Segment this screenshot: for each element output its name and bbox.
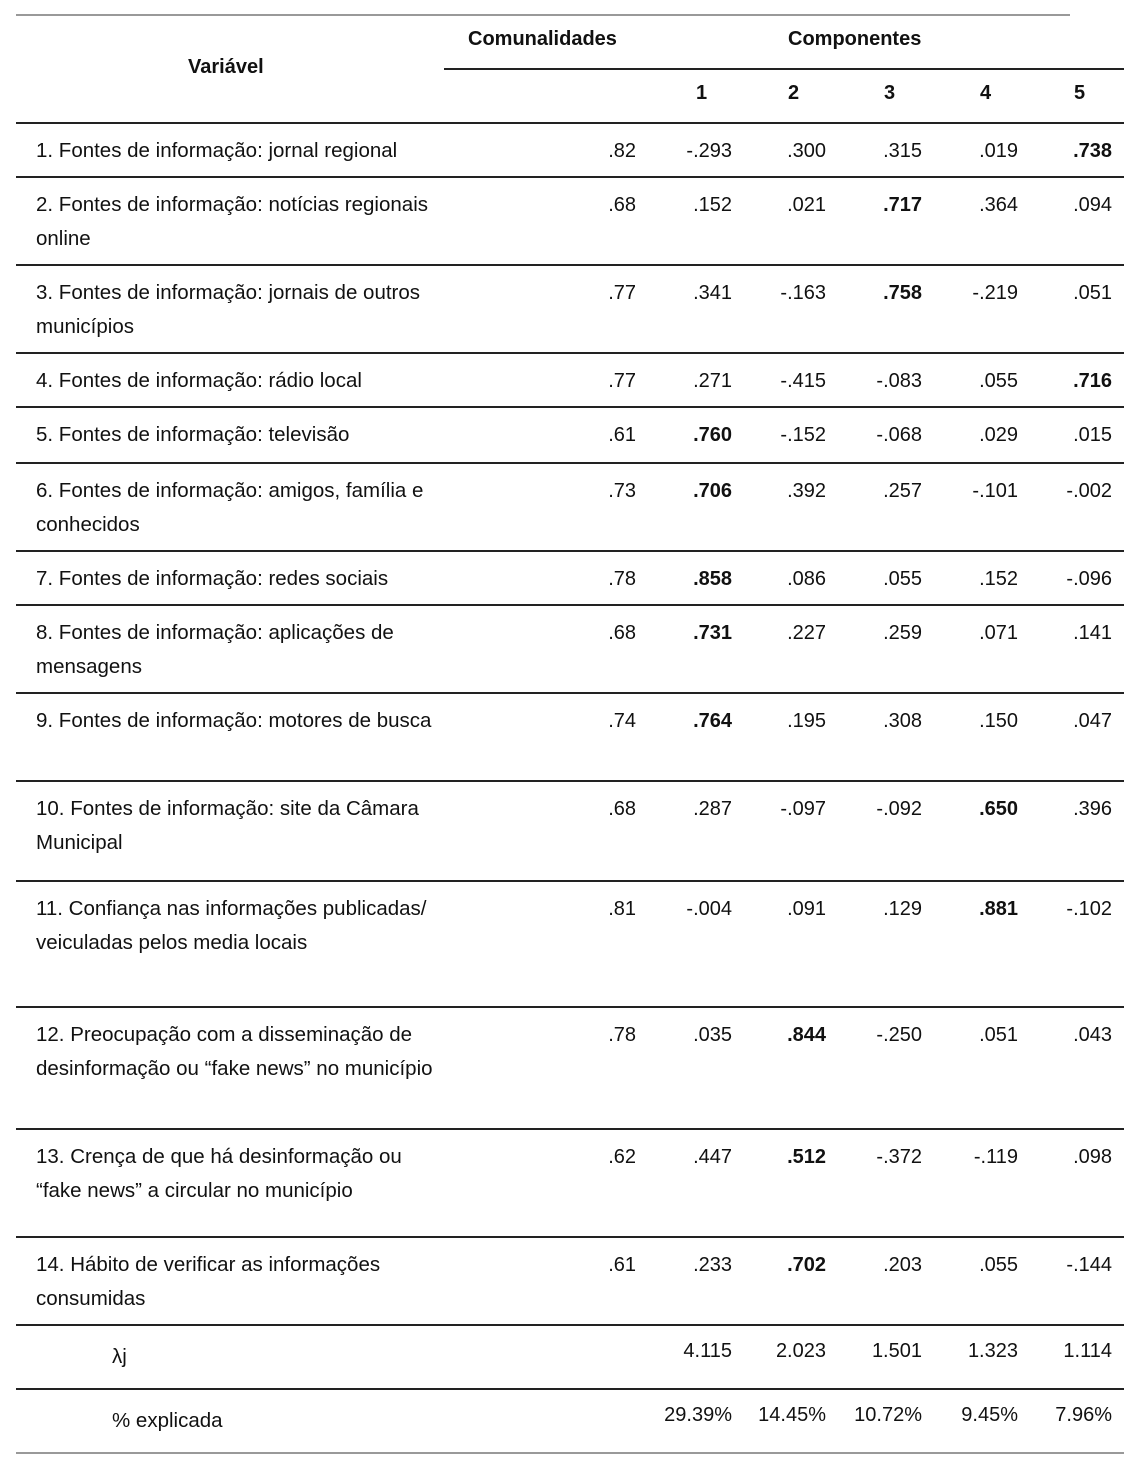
component-header-1: 1 (696, 82, 708, 104)
header-variable: Variável (188, 56, 264, 78)
table-row (16, 606, 1124, 694)
communality-value: .68 (608, 194, 636, 216)
communality-value: .81 (608, 898, 636, 920)
loading-value-c1: .035 (693, 1024, 732, 1046)
loading-value-c4: .881 (979, 898, 1018, 920)
communality-value: .68 (608, 798, 636, 820)
communality-value: .74 (608, 710, 636, 732)
loading-value-c3: .203 (883, 1254, 922, 1276)
loading-value-c5: .738 (1073, 140, 1112, 162)
loading-value-c4: .029 (979, 424, 1018, 446)
loading-value-c5: -.102 (1066, 898, 1112, 920)
variable-label: 3. Fontes de informação: jornais de outros municípios (36, 281, 421, 338)
loading-value-c4: .150 (979, 710, 1018, 732)
loading-value-c4: -.219 (972, 282, 1018, 304)
communality-value: .82 (608, 140, 636, 162)
table-row (16, 266, 1124, 354)
stat-value-c4: 1.323 (967, 1340, 1018, 1362)
variable-label: 10. Fontes de informação: site da Câmara Municipal (36, 797, 419, 854)
loading-value-c4: -.119 (973, 1146, 1018, 1168)
loading-value-c2: .021 (787, 194, 826, 216)
loading-value-c5: .015 (1073, 424, 1112, 446)
component-header-3: 3 (884, 82, 896, 104)
eigenvalue-row (16, 1326, 1124, 1390)
loading-value-c5: .396 (1073, 798, 1112, 820)
table-row (16, 124, 1124, 178)
loading-value-c1: .233 (693, 1254, 732, 1276)
top-rule (16, 14, 1070, 16)
stat-value-c4: 9.45% (961, 1404, 1018, 1426)
stat-value-c5: 1.114 (1063, 1340, 1112, 1362)
table-row (16, 552, 1124, 606)
loading-value-c4: .055 (979, 370, 1018, 392)
stat-label: λj (112, 1345, 127, 1368)
loading-value-c5: .098 (1073, 1146, 1112, 1168)
loading-value-c1: .152 (693, 194, 732, 216)
communality-value: .68 (608, 622, 636, 644)
loading-value-c5: .043 (1073, 1024, 1112, 1046)
variable-label: 9. Fontes de informação: motores de busca (36, 709, 432, 732)
variable-label: 14. Hábito de verificar as informações consumidas (36, 1253, 381, 1310)
loading-value-c5: -.144 (1066, 1254, 1112, 1276)
loading-value-c4: .019 (979, 140, 1018, 162)
variable-label: 11. Confiança nas informações publicadas/ veiculadas pelos media locais (36, 897, 427, 954)
loading-value-c2: .702 (787, 1254, 826, 1276)
stat-value-c3: 1.501 (871, 1340, 922, 1362)
loading-value-c1: .341 (693, 282, 732, 304)
loading-value-c1: -.293 (686, 140, 732, 162)
loading-value-c3: .717 (883, 194, 922, 216)
table-row (16, 408, 1124, 464)
communality-value: .62 (608, 1146, 636, 1168)
loading-value-c4: .650 (979, 798, 1018, 820)
loading-value-c1: .858 (693, 568, 732, 590)
loading-value-c3: -.068 (876, 424, 922, 446)
loading-value-c4: .051 (979, 1024, 1018, 1046)
loading-value-c5: .141 (1073, 622, 1112, 644)
loading-value-c3: -.250 (876, 1024, 922, 1046)
variable-label: 5. Fontes de informação: televisão (36, 423, 350, 446)
loading-value-c3: -.083 (876, 370, 922, 392)
explained-variance-row (16, 1390, 1124, 1454)
loading-value-c3: .308 (883, 710, 922, 732)
header-components: Componentes (788, 28, 922, 50)
loading-value-c3: .129 (883, 898, 922, 920)
loading-value-c2: -.097 (780, 798, 826, 820)
communality-value: .61 (608, 1254, 636, 1276)
stat-label: % explicada (112, 1409, 223, 1432)
loading-value-c4: .152 (979, 568, 1018, 590)
variable-label: 13. Crença de que há desinformação ou “fake news” a circular no município (36, 1145, 402, 1202)
loading-value-c3: .315 (883, 140, 922, 162)
loading-value-c1: .764 (693, 710, 732, 732)
stat-value-c2: 2.023 (775, 1340, 826, 1362)
table-row (16, 882, 1124, 1008)
table-row (16, 354, 1124, 408)
loading-value-c1: .271 (693, 370, 732, 392)
stat-value-c5: 7.96% (1055, 1404, 1112, 1426)
variable-label: 2. Fontes de informação: notícias regionais online (36, 193, 428, 250)
communality-value: .78 (608, 568, 636, 590)
loading-value-c2: .392 (787, 480, 826, 502)
loading-value-c4: .055 (979, 1254, 1018, 1276)
loading-value-c5: .047 (1073, 710, 1112, 732)
loading-value-c5: -.002 (1066, 480, 1112, 502)
component-header-2: 2 (788, 82, 800, 104)
table-row (16, 1238, 1124, 1326)
loading-value-c2: -.152 (780, 424, 826, 446)
loading-value-c3: .257 (883, 480, 922, 502)
loading-value-c2: .086 (787, 568, 826, 590)
loading-value-c4: -.101 (972, 480, 1018, 502)
components-header-rule (444, 68, 1124, 70)
table-row (16, 782, 1124, 882)
loading-value-c4: .364 (979, 194, 1018, 216)
loading-value-c2: .512 (787, 1146, 826, 1168)
component-header-4: 4 (980, 82, 992, 104)
stat-value-c3: 10.72% (854, 1404, 922, 1426)
loading-value-c1: .731 (693, 622, 732, 644)
loading-value-c3: -.092 (876, 798, 922, 820)
header-communalities: Comunalidades (468, 28, 617, 50)
communality-value: .73 (608, 480, 636, 502)
communality-value: .61 (608, 424, 636, 446)
table-row (16, 464, 1124, 552)
communality-value: .77 (608, 370, 636, 392)
variable-label: 7. Fontes de informação: redes sociais (36, 567, 389, 590)
table-row (16, 1130, 1124, 1238)
stat-value-c2: 14.45% (758, 1404, 826, 1426)
loading-value-c3: .259 (883, 622, 922, 644)
stat-value-c1: 4.115 (683, 1340, 732, 1362)
loading-value-c5: -.096 (1066, 568, 1112, 590)
loading-value-c1: -.004 (686, 898, 732, 920)
loading-value-c3: .758 (883, 282, 922, 304)
loading-value-c2: .227 (787, 622, 826, 644)
loading-value-c2: .844 (787, 1024, 826, 1046)
variable-label: 1. Fontes de informação: jornal regional (36, 139, 398, 162)
stat-value-c1: 29.39% (664, 1404, 732, 1426)
table-row (16, 1008, 1124, 1130)
loading-value-c2: -.163 (780, 282, 826, 304)
loading-value-c1: .706 (693, 480, 732, 502)
table-row (16, 178, 1124, 266)
loading-value-c4: .071 (979, 622, 1018, 644)
communality-value: .77 (608, 282, 636, 304)
communality-value: .78 (608, 1024, 636, 1046)
component-header-5: 5 (1074, 82, 1086, 104)
loading-value-c3: -.372 (876, 1146, 922, 1168)
loading-value-c2: -.415 (780, 370, 826, 392)
loading-value-c5: .716 (1073, 370, 1112, 392)
variable-label: 6. Fontes de informação: amigos, família e conhecidos (36, 479, 424, 536)
loading-value-c2: .091 (787, 898, 826, 920)
loading-value-c5: .051 (1073, 282, 1112, 304)
loading-value-c3: .055 (883, 568, 922, 590)
loading-value-c1: .447 (693, 1146, 732, 1168)
variable-label: 4. Fontes de informação: rádio local (36, 369, 362, 392)
table-row (16, 694, 1124, 782)
variable-label: 12. Preocupação com a disseminação de desinformação ou “fake news” no município (36, 1023, 433, 1080)
loading-value-c2: .300 (787, 140, 826, 162)
loading-value-c1: .287 (693, 798, 732, 820)
loading-value-c1: .760 (693, 424, 732, 446)
loading-value-c5: .094 (1073, 194, 1112, 216)
loading-value-c2: .195 (787, 710, 826, 732)
variable-label: 8. Fontes de informação: aplicações de mensagens (36, 621, 394, 678)
